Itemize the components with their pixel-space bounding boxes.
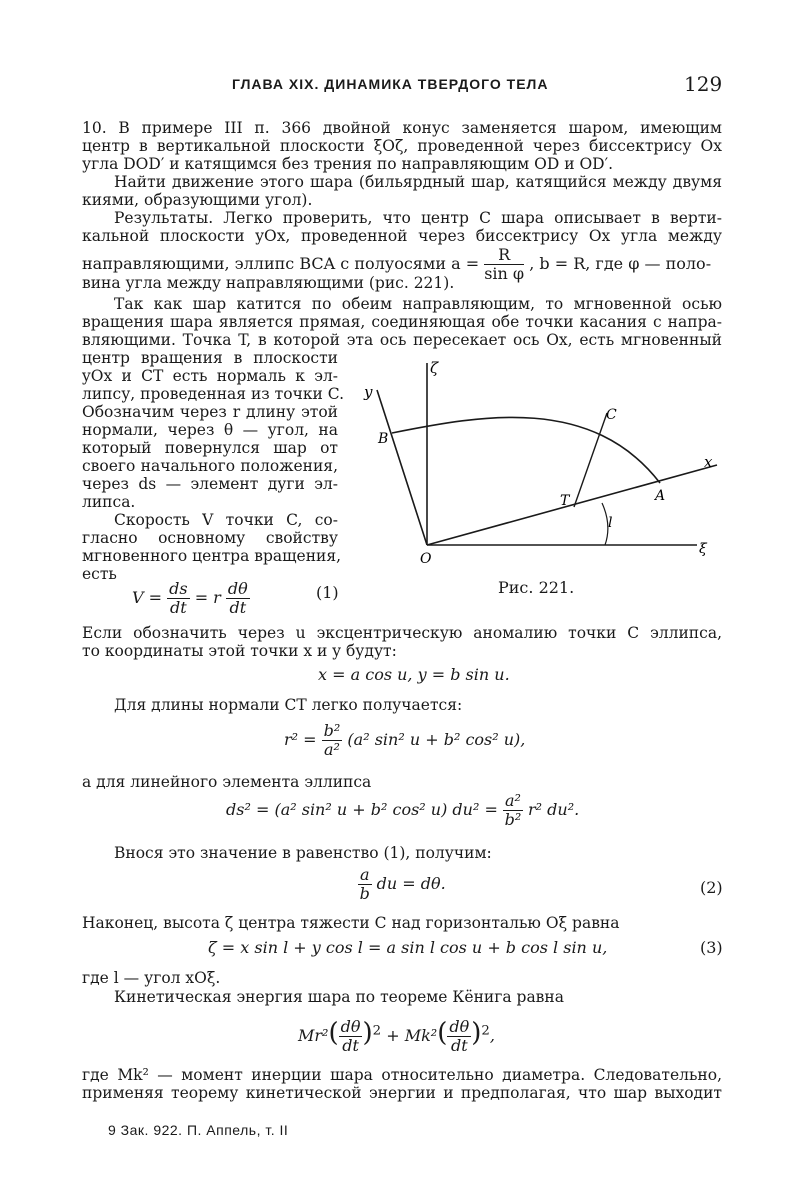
fraction-numerator: b² — [323, 721, 341, 740]
equation-normal-length — [284, 722, 525, 759]
text-line: центр вращения в плоскости — [82, 349, 338, 367]
label-y: y — [364, 383, 373, 401]
superscript-2: 2 — [372, 1023, 382, 1039]
fraction-denominator: sin φ — [484, 264, 525, 283]
text-line: применяя теорему кинетической энергии и предполагая, что шар выходит — [82, 1084, 722, 1102]
text-line: гласно основному свойству — [82, 529, 338, 547]
text-line: Скорость V точки C, со- — [114, 511, 338, 529]
eq-text: r² = — [284, 730, 317, 749]
text-line: а для линейного элемента эллипса — [82, 773, 372, 791]
fraction — [322, 722, 343, 759]
eq-text: + Mk² — [386, 1026, 438, 1045]
equation-number: (2) — [700, 878, 723, 897]
label-x: x — [704, 453, 713, 471]
equation-coordinates: x = a cos u, y = b sin u. — [318, 665, 510, 684]
label-B: B — [378, 431, 389, 447]
fraction-denominator: dt — [450, 1036, 468, 1055]
fraction-denominator: dt — [229, 598, 247, 617]
text-line: мгновенного центра вращения, — [82, 547, 342, 565]
fraction-numerator: ds — [169, 579, 188, 598]
fraction-numerator: R — [484, 246, 524, 265]
text-line: своего начального положения, — [82, 457, 338, 475]
fraction — [167, 580, 189, 617]
eq-text: r² du². — [528, 800, 580, 819]
eq-text: (a² sin² u + b² cos² u), — [347, 730, 526, 749]
eq-text: ds² = (a² sin² u + b² cos² u) du² = — [226, 800, 498, 819]
fraction — [447, 1018, 471, 1055]
text-line: через ds — элемент дуги эл- — [82, 475, 338, 493]
x-axis — [427, 465, 717, 545]
label-xi: ξ — [699, 541, 707, 557]
text-line: Так как шар катится по обеим направляющим, то мгновенной осью — [114, 295, 722, 313]
angle-arc — [602, 503, 608, 545]
y-axis — [377, 390, 427, 545]
text-line: который повернулся шар от — [82, 439, 338, 457]
fraction-numerator: dθ — [340, 1017, 361, 1036]
eq-text: = r — [194, 588, 221, 607]
paren-close: ) — [362, 1018, 373, 1048]
text-line: есть — [82, 565, 117, 583]
text-line: угла DOD′ и катящимся без трения по направляющим OD и OD′. — [82, 155, 614, 173]
text-fragment: направляющими, эллипс BCA с полуосями a = — [82, 254, 480, 273]
text-line: то координаты этой точки x и y будут: — [82, 642, 397, 660]
text-line: Наконец, высота ζ центра тяжести C над горизонталью Oξ равна — [82, 914, 620, 932]
eq-text: V = — [132, 588, 163, 607]
fraction — [226, 580, 250, 617]
fraction — [339, 1018, 363, 1055]
equation-1 — [132, 580, 250, 617]
text-line: липсу, проведенная из точки C. — [82, 385, 345, 403]
page-number: 129 — [684, 72, 723, 96]
fraction-denominator: dt — [170, 598, 187, 617]
text-line: вина угла между направляющими (рис. 221). — [82, 274, 455, 292]
text-line: липса. — [82, 493, 136, 511]
text-line: Найти движение этого шара (бильярдный шар, катящийся между двумя — [114, 173, 722, 191]
text-line: киями, образующими угол). — [82, 191, 313, 209]
text-fragment: , b = R, где φ — поло- — [529, 254, 712, 273]
eq-text: , — [489, 1026, 495, 1045]
text-line: кальной плоскости yOx, проведенной через биссектрису Ox угла между — [82, 227, 722, 245]
equation-2 — [358, 866, 446, 903]
text-line: вращения шара является прямая, соединяющая обе точки касания с напра- — [82, 313, 722, 331]
paren-close: ) — [471, 1018, 482, 1048]
text-line: Результаты. Легко проверить, что центр C шара описывает в верти- — [114, 209, 722, 227]
text-line: Обозначим через r длину этой — [82, 403, 338, 421]
text-line: вляющими. Точка T, в которой эта ось пересекает ось Ox, есть мгновенный — [82, 331, 722, 349]
fraction-numerator: a — [360, 865, 370, 884]
fraction-numerator: dθ — [449, 1017, 470, 1036]
fraction — [358, 866, 372, 903]
text-line: yOx и CT есть нормаль к эл- — [82, 367, 338, 385]
figure-caption: Рис. 221. — [498, 578, 575, 597]
paren-open: ( — [437, 1018, 448, 1048]
label-T: T — [560, 493, 570, 509]
label-l: l — [608, 515, 613, 531]
fraction-denominator: dt — [342, 1036, 359, 1055]
running-header: ГЛАВА XIX. ДИНАМИКА ТВЕРДОГО ТЕЛА — [232, 76, 549, 92]
fraction-denominator: b² — [504, 810, 522, 829]
fraction-denominator: b — [359, 884, 370, 903]
text-line: Если обозначить через u эксцентрическую аномалию точки C эллипса, — [82, 624, 722, 642]
ellipse-arc — [392, 417, 660, 483]
figure-221 — [362, 355, 722, 570]
page-footer: 9 Зак. 922. П. Аппель, т. II — [108, 1122, 289, 1138]
eq-text: du = dθ. — [376, 874, 446, 893]
text-line: 10. В примере III п. 366 двойной конус заменяется шаром, имеющим — [82, 119, 722, 137]
text-line: Внося это значение в равенство (1), получим: — [114, 844, 492, 862]
text-line: где l — угол xOξ. — [82, 969, 221, 987]
label-zeta: ζ — [430, 359, 439, 377]
paren-open: ( — [328, 1018, 339, 1048]
text-line: центр в вертикальной плоскости ξOζ, проведенной через биссектрису Ox — [82, 137, 722, 155]
fraction — [503, 792, 523, 829]
label-O: O — [420, 551, 432, 567]
label-A: A — [655, 488, 666, 504]
equation-line-element — [226, 792, 579, 829]
label-C: C — [606, 407, 617, 423]
superscript-2: 2 — [481, 1023, 490, 1039]
text-line: нормали, через θ — угол, на — [82, 421, 338, 439]
text-line: Для длины нормали CT легко получается: — [114, 696, 463, 714]
equation-number: (1) — [316, 583, 339, 602]
eq-text: Mr² — [298, 1026, 329, 1045]
text-line: где Mk² — момент инерции шара относительно диаметра. Следовательно, — [82, 1066, 722, 1084]
fraction-numerator: dθ — [227, 579, 248, 598]
text-line: Кинетическая энергия шара по теореме Кёнига равна — [114, 988, 564, 1006]
fraction-denominator: a² — [324, 740, 340, 759]
equation-kinetic-energy — [298, 1018, 495, 1055]
fraction-numerator: a² — [504, 791, 521, 810]
equation-number: (3) — [700, 938, 723, 957]
equation-3: ζ = x sin l + y cos l = a sin l cos u + b cos l sin u, — [208, 938, 608, 957]
